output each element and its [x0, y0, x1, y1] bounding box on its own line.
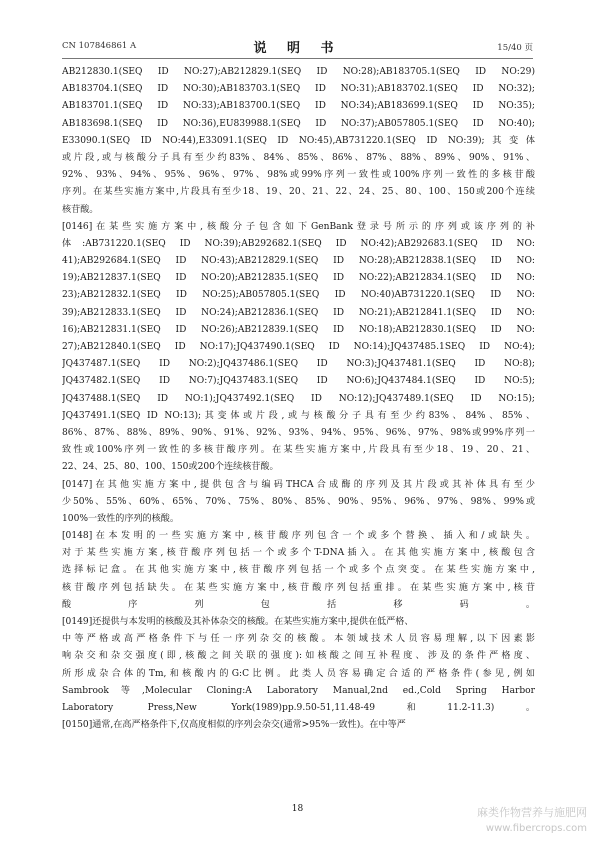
text-line: 41);AB292684.1(SEQ ID NO:43);AB212829.1(SEQ ID NO:28);AB212838.1(SEQ ID NO: — [62, 256, 535, 267]
text-line: 核苷酸。 — [62, 204, 99, 215]
text-line: 对于某些实施方案,核苷酸序列包括一个或多个T-DNA插入。在其他实施方案中,核酸包含 — [62, 548, 535, 559]
text-line: Laboratory Press,New York(1989)pp.9.50-51,11.48-49和11.2-11.3)。 — [62, 702, 535, 713]
text-line: JQ437491.1(SEQ ID NO:13);其变体或片段,或与核酸分子具有至少约83%、84%、85%、 — [62, 410, 535, 421]
header-divider — [62, 58, 533, 59]
text-line: 23);AB212832.1(SEQ ID NO:25);AB057805.1(SEQ ID NO:40)AB731220.1(SEQ ID NO: — [62, 290, 535, 301]
text-line: 响杂交和杂交强度(即,核酸之间关联的强度):如核酸之间互补程度、涉及的条件严格度、 — [62, 651, 535, 662]
body-text — [62, 64, 535, 734]
page-header — [62, 37, 533, 57]
text-line: AB212830.1(SEQ ID NO:27);AB212829.1(SEQ ID NO:28);AB183705.1(SEQ ID NO:29) — [62, 67, 535, 77]
text-line: JQ437487.1(SEQ ID NO:2);JQ437486.1(SEQ ID NO:3);JQ437481.1(SEQ ID NO:8); — [62, 359, 535, 370]
text-line: 酸序列包括移码。 — [62, 599, 535, 610]
text-line: AB183701.1(SEQ ID NO:33);AB183700.1(SEQ ID NO:34);AB183699.1(SEQ ID NO:35); — [62, 101, 535, 112]
text-line: [0149]还提供与本发明的核酸及其补体杂交的核酸。在某些实施方案中,提供在低严格、 — [62, 617, 414, 627]
text-line: 19);AB212837.1(SEQ ID NO:20);AB212835.1(SEQ ID NO:22);AB212834.1(SEQ ID NO: — [62, 273, 535, 284]
text-line: JQ437482.1(SEQ ID NO:7);JQ437483.1(SEQ ID NO:6);JQ437484.1(SEQ ID NO:5); — [62, 376, 535, 387]
text-line: 少50%、55%、60%、65%、70%、75%、80%、85%、90%、95%、96%、97%、98%、99%或 — [62, 496, 535, 507]
text-line: [0146]在某些实施方案中,核酸分子包含如下GenBank登录号所示的序列或该序列的补 — [62, 221, 535, 232]
text-line: JQ437488.1(SEQ ID NO:1);JQ437492.1(SEQ ID NO:12);JQ437489.1(SEQ ID NO:15); — [62, 393, 535, 404]
page-number: 18 — [291, 804, 304, 814]
text-line: 27);AB212840.1(SEQ ID NO:17);JQ437490.1(SEQ ID NO:14);JQ437485.1SEQ ID NO:4); — [62, 342, 535, 352]
text-line: 或片段,或与核酸分子具有至少约83%、84%、85%、86%、87%、88%、89%、90%、91%、 — [62, 152, 535, 163]
page-of-count: 15/40 页 — [497, 43, 533, 53]
document-title: 说 明 书 — [253, 41, 342, 56]
text-line: Sambrook等,Molecular Cloning:A Laboratory Manual,2nd ed.,Cold Spring Harbor — [62, 685, 535, 696]
text-line: [0148]在本发明的一些实施方案中,核苷酸序列包含一个或多个替换、插入和/或缺失。 — [62, 531, 535, 542]
text-line: 22、24、25、80、100、150或200个连续核苷酸。 — [62, 462, 279, 473]
patent-number: CN 107846861 A — [62, 41, 137, 51]
text-line: 序列。在某些实施方案中,片段具有至少18、19、20、21、22、24、25、80、100、150或200个连续 — [62, 187, 535, 198]
text-line: AB183698.1(SEQ ID NO:36),EU839988.1(SEQ ID NO:37);AB057805.1(SEQ ID NO:40); — [62, 118, 535, 129]
watermark-title: 麻类作物营养与施肥网 — [477, 806, 587, 819]
watermark-url: www.fibercrops.com — [485, 823, 587, 834]
text-line: 16);AB212831.1(SEQ ID NO:26);AB212839.1(SEQ ID NO:18);AB212830.1(SEQ ID NO: — [62, 324, 535, 335]
text-line: AB183704.1(SEQ ID NO:30);AB183703.1(SEQ ID NO:31);AB183702.1(SEQ ID NO:32); — [62, 84, 535, 95]
text-line: [0147]在其他实施方案中,提供包含与编码THCA合成酶的序列及其片段或其补体具有至少 — [62, 479, 535, 490]
text-line: 中等严格或高严格条件下与任一序列杂交的核酸。本领域技术人员容易理解,以下因素影 — [62, 634, 535, 645]
text-line: 86%、87%、88%、89%、90%、91%、92%、93%、94%、95%、96%、97%、98%或99%序列一 — [62, 427, 535, 438]
text-line: 100%一致性的序列的核酸。 — [62, 513, 179, 524]
text-line: 核苷酸序列包括缺失。在某些实施方案中,核苷酸序列包括重排。在某些实施方案中,核苷 — [62, 582, 535, 593]
text-line: [0150]通常,在高严格条件下,仅高度相似的序列会杂交(通常>95%一致性)。在中等严 — [62, 720, 406, 731]
text-line: E33090.1(SEQ ID NO:44),E33091.1(SEQ ID NO:45),AB731220.1(SEQ ID NO:39);其变体 — [62, 135, 535, 146]
text-line: 39);AB212833.1(SEQ ID NO:24);AB212836.1(SEQ ID NO:21);AB212841.1(SEQ ID NO: — [62, 307, 535, 318]
text-line: 选择标记盒。在其他实施方案中,核苷酸序列包括一个或多个点突变。在某些实施方案中, — [62, 565, 535, 576]
text-line: 92%、93%、94%、95%、96%、97%、98%或99%序列一致性或100%序列一致性的多核苷酸 — [62, 170, 535, 181]
text-line: 体:AB731220.1(SEQ ID NO:39);AB292682.1(SEQ ID NO:42);AB292683.1(SEQ ID NO: — [62, 238, 535, 249]
text-line: 所形成杂合体的Tm,和核酸内的G:C比例。此类人员容易确定合适的严格条件(参见,例如 — [62, 668, 535, 679]
text-line: 致性或100%序列一致性的多核苷酸序列。在某些实施方案中,片段具有至少18、19、20、21、 — [62, 445, 535, 456]
